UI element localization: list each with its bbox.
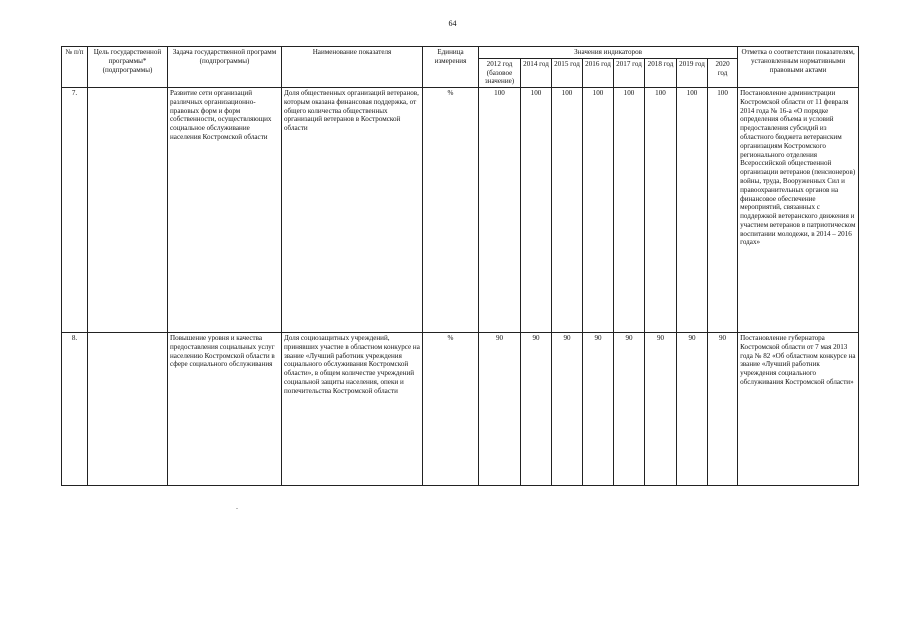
- row-value: 90: [708, 333, 738, 486]
- header-unit: Единица измерения: [423, 47, 479, 88]
- header-year: 2018 год: [645, 58, 677, 87]
- row-value: 90: [614, 333, 645, 486]
- row-value: 100: [521, 88, 552, 333]
- row-value: 90: [677, 333, 708, 486]
- row-value: 100: [479, 88, 521, 333]
- header-year: 2019 год: [677, 58, 708, 87]
- row-value: 100: [677, 88, 708, 333]
- row-indicator: Доля общественных организаций ветеранов, которым оказана финансовая поддержка, от общего количества общественных организаций ветеранов в Костромской области: [282, 88, 423, 333]
- row-goal: [88, 88, 168, 333]
- row-value: 90: [479, 333, 521, 486]
- row-value: 100: [614, 88, 645, 333]
- row-unit: %: [423, 88, 479, 333]
- header-year: 2020 год: [708, 58, 738, 87]
- header-year: 2017 год: [614, 58, 645, 87]
- row-value: 100: [708, 88, 738, 333]
- header-year: 2016 год: [583, 58, 614, 87]
- scan-speck: [236, 508, 238, 509]
- page-number: 64: [448, 19, 457, 28]
- header-goal: Цель государственной программы* (подпрограммы): [88, 47, 168, 88]
- row-num: 7.: [62, 88, 88, 333]
- header-year: 2015 год: [552, 58, 583, 87]
- header-values-group: Значения индикаторов: [479, 47, 738, 59]
- header-year: 2014 год: [521, 58, 552, 87]
- row-value: 90: [645, 333, 677, 486]
- table-row: [62, 88, 859, 333]
- row-value: 90: [521, 333, 552, 486]
- indicators-table: [61, 46, 859, 486]
- row-task: Повышение уровня и качества предоставления социальных услуг населению Костромской области в сфере социального обслуживания: [168, 333, 282, 486]
- row-task: Развитие сети организаций различных организационно-правовых форм и форм собственности, осуществляющих социальное обслуживание населения Костромской области: [168, 88, 282, 333]
- row-indicator: Доля социозащитных учреждений, принявших участие в областном конкурсе на звание «Лучший работник учреждения социального обслуживания Костромской области», в общем количестве учреждений социальной защиты населения, опеки и попечительства Костромской области: [282, 333, 423, 486]
- row-goal: [88, 333, 168, 486]
- row-note: Постановление администрации Костромской области от 11 февраля 2014 года № 16-а «О порядке определения объема и условий предоставления субсидий из областного бюджета ветеранским организациям Костромского регионального отделения Всероссийской общественной организации ветеранов (пенсионеров) войны, труда, Вооруженных Сил и правоохранительных органов на финансовое обеспечение мероприятий, связанных с поддержкой ветеранского движения и участием ветеранов в патриотическом воспитании молодежи, в 2014 – 2016 годах»: [738, 88, 859, 333]
- row-value: 90: [583, 333, 614, 486]
- header-year: 2012 год (базовое значение): [479, 58, 521, 87]
- row-unit: %: [423, 333, 479, 486]
- row-note: Постановление губернатора Костромской области от 7 мая 2013 года № 82 «Об областном конкурсе на звание «Лучший работник учреждения социального обслуживания Костромской области»: [738, 333, 859, 486]
- row-value: 100: [583, 88, 614, 333]
- row-value: 100: [552, 88, 583, 333]
- row-num: 8.: [62, 333, 88, 486]
- row-value: 100: [645, 88, 677, 333]
- header-row: [62, 47, 859, 59]
- table-row: [62, 333, 859, 486]
- header-indicator: Наименование показателя: [282, 47, 423, 88]
- header-task: Задача государственной программ (подпрограммы): [168, 47, 282, 88]
- row-value: 90: [552, 333, 583, 486]
- header-num: № п/п: [62, 47, 88, 88]
- header-note: Отметка о соответствии показателям, установленным нормативными правовыми актами: [738, 47, 859, 88]
